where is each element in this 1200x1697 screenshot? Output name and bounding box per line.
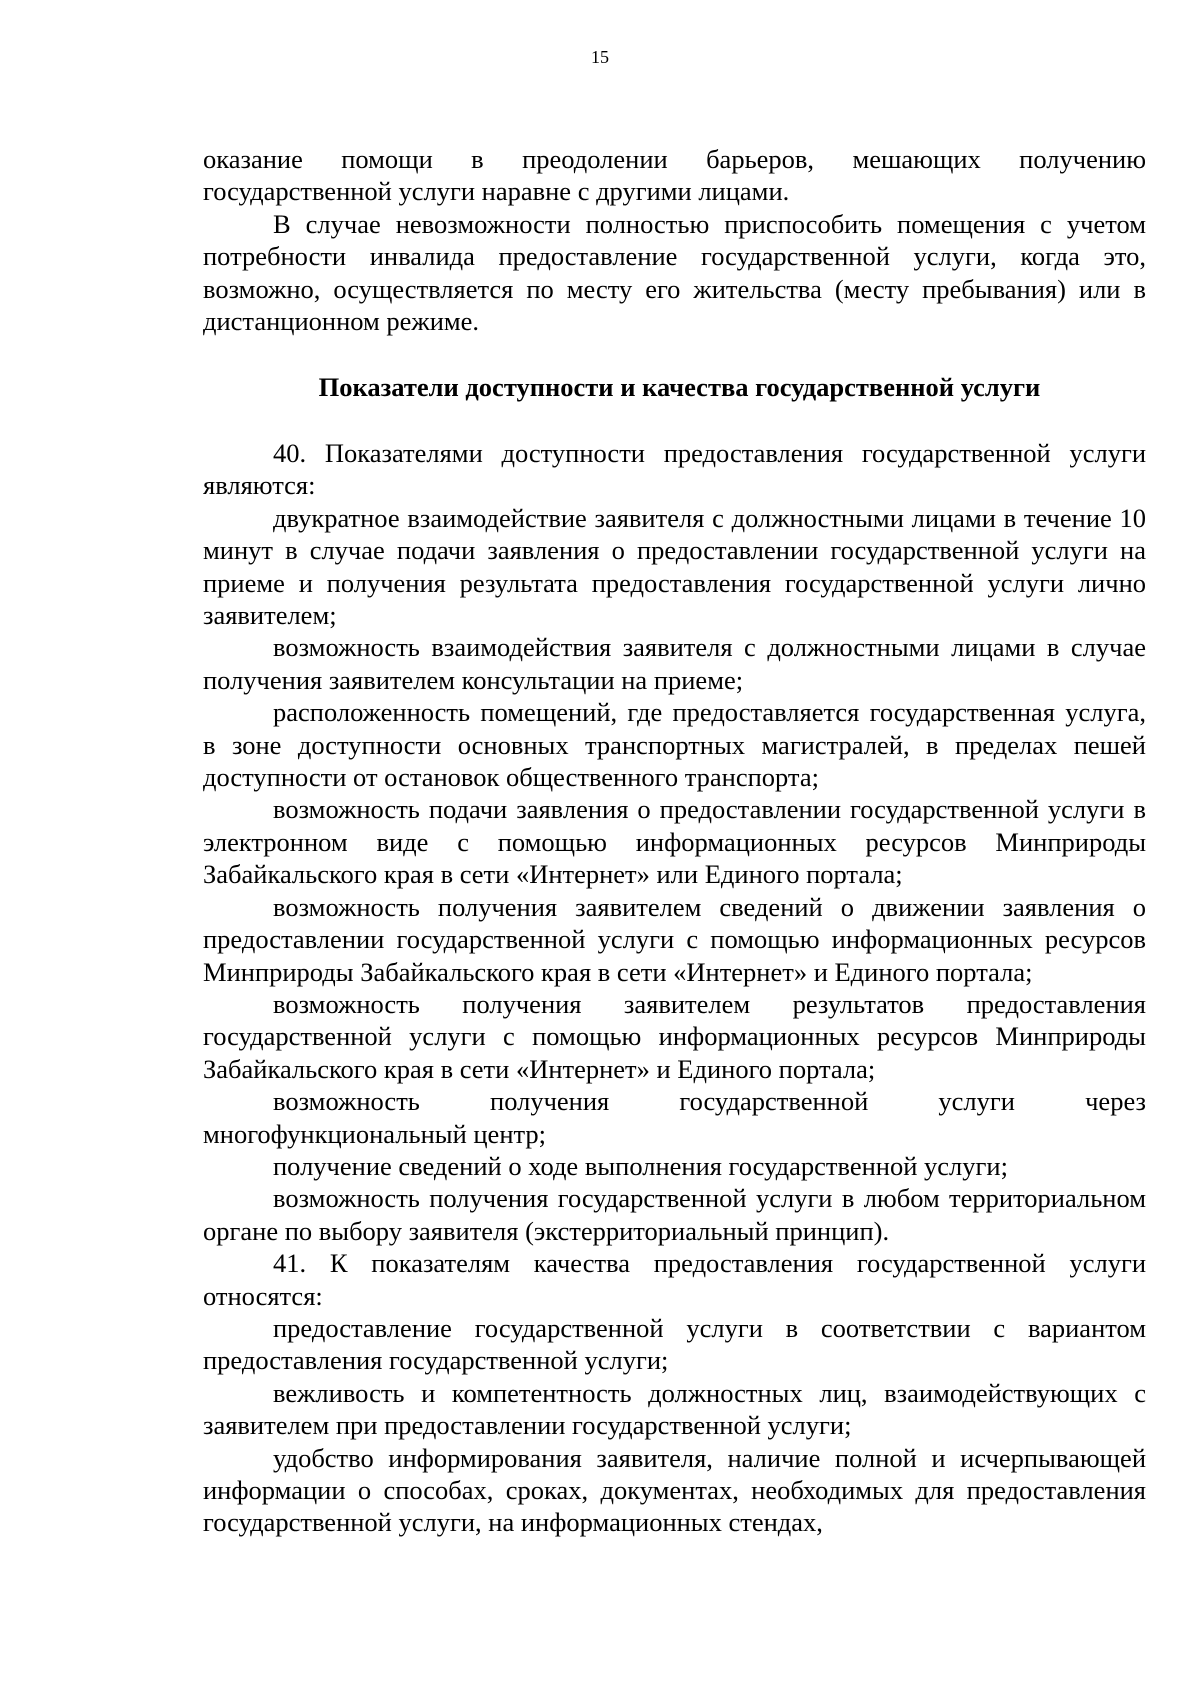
intro-text [203,143,1146,337]
list-item: возможность получения заявителем сведений о движении заявления о предоставлении государственной услуги с помощью информационных ресурсов Минприроды Забайкальского края в сети «Интернет» и Единого портала; [203,891,1146,987]
list-item: вежливость и компетентность должностных лиц, взаимодействующих с заявителем при предоставлении государственной услуги; [203,1377,1146,1441]
list-item: предоставление государственной услуги в соответствии с вариантом предоставления государственной услуги; [203,1312,1146,1376]
section-body [203,437,1146,1539]
page-number: 15 [591,47,609,67]
paragraph: оказание помощи в преодолении барьеров, мешающих получению государственной услуги наравне с другими лицами. [203,144,1146,207]
paragraph: 40. Показателями доступности предоставления государственной услуги являются: [203,438,1146,501]
list-item: получение сведений о ходе выполнения государственной услуги; [273,1150,1008,1181]
paragraph: 41. К показателям качества предоставления государственной услуги относятся: [203,1248,1146,1311]
list-item: расположенность помещений, где предоставляется государственная услуга, в зоне доступности основных транспортных магистралей, в пределах пешей доступности от остановок общественного транспорта; [203,697,1146,793]
list-item: двукратное взаимодействие заявителя с должностными лицами в течение 10 минут в случае подачи заявления о предоставлении государственной услуги на приеме и получения результата предоставления государственной услуги лично заявителем; [203,502,1146,631]
section-heading: Показатели доступности и качества государственной услуги [318,372,1041,402]
paragraph: В случае невозможности полностью приспособить помещения с учетом потребности инвалида предоставление государственной услуги, когда это, возможно, осуществляется по месту его жительства (месту пребывания) или в дистанционном режиме. [203,208,1146,337]
list-item: удобство информирования заявителя, наличие полной и исчерпывающей информации о способах, сроках, документах, необходимых для предоставления государственной услуги, на информационных стендах, [203,1442,1146,1538]
list-item: возможность взаимодействия заявителя с должностными лицами в случае получения заявителем консультации на приеме; [203,632,1146,695]
list-item: возможность получения государственной услуги через многофункциональный центр; [203,1086,1146,1149]
list-item: возможность подачи заявления о предоставлении государственной услуги в электронном виде с помощью информационных ресурсов Минприроды Забайкальского края в сети «Интернет» или Единого портала; [203,794,1146,890]
list-item: возможность получения государственной услуги в любом территориальном органе по выбору заявителя (экстерриториальный принцип). [203,1183,1146,1246]
list-item: возможность получения заявителем результатов предоставления государственной услуги с помощью информационных ресурсов Минприроды Забайкальского края в сети «Интернет» и Единого портала; [203,988,1146,1084]
